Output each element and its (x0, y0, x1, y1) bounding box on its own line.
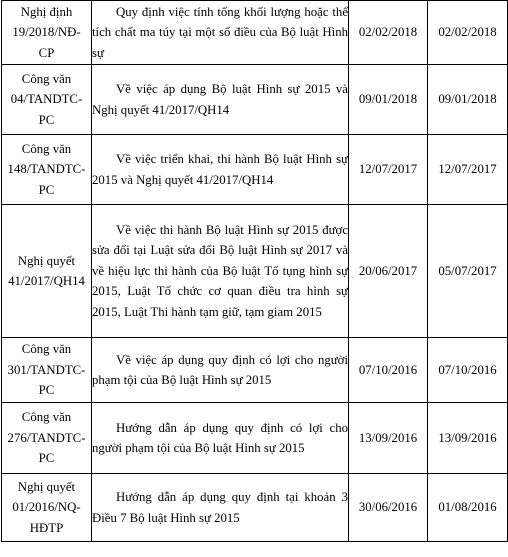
effective-date-cell: 01/08/2016 (428, 474, 508, 542)
document-number-line: HĐTP (29, 520, 64, 535)
document-number-line: Công văn (21, 141, 72, 156)
table-row (2, 403, 508, 474)
document-number-line: PC (38, 182, 55, 197)
document-summary-cell (92, 65, 349, 135)
document-number-line: Công văn (21, 410, 72, 425)
table-row (2, 474, 508, 542)
document-summary-cell (92, 338, 349, 403)
issued-date-cell: 09/01/2018 (349, 65, 428, 135)
document-summary: Về việc thi hành Bộ luật Hình sự 2015 được sửa đổi tại Luật sửa đổi Bộ luật Hình sự 2017 và về hiệu lực thi hành của Bộ luật Tố tụng hình sự 2015, Luật Tổ chức cơ quan điều tra hình sự 2015, Luật Thi hành tạm giữ, tạm giam 2015 (92, 222, 348, 319)
document-number-line: Nghị quyết (17, 479, 76, 494)
document-number-line: 04/TANDTC- (10, 92, 83, 107)
document-number-line: 01/2016/NQ- (12, 500, 81, 515)
issued-date-cell: 13/09/2016 (349, 403, 428, 474)
document-number-cell (2, 474, 92, 542)
document-number-line: 19/2018/NĐ- (12, 25, 81, 40)
document-number-line: PC (38, 451, 55, 466)
issued-date-cell: 20/06/2017 (349, 205, 428, 338)
document-number-line: PC (38, 383, 55, 398)
document-number-line: Công văn (21, 71, 72, 86)
issued-date-cell: 12/07/2017 (349, 135, 428, 205)
effective-date-cell: 09/01/2018 (428, 65, 508, 135)
document-summary: Quy định việc tính tổng khối lượng hoặc thể tích chất ma túy tại một số điều của Bộ luật Hình sự (92, 4, 348, 60)
document-number-line: Công văn (21, 342, 72, 357)
effective-date-cell: 13/09/2016 (428, 403, 508, 474)
document-summary-cell (92, 205, 349, 338)
effective-date-cell: 05/07/2017 (428, 205, 508, 338)
table-row (2, 65, 508, 135)
table-row (2, 338, 508, 403)
document-number-cell (2, 65, 92, 135)
document-summary: Về việc áp dụng quy định có lợi cho người phạm tội của Bộ luật Hình sự 2015 (92, 352, 348, 387)
document-number-cell (2, 135, 92, 205)
document-summary-cell (92, 1, 349, 65)
legal-documents-table (1, 0, 508, 542)
document-summary-cell (92, 474, 349, 542)
document-number-cell (2, 403, 92, 474)
document-number-line: 301/TANDTC- (7, 362, 86, 377)
document-number-cell (2, 205, 92, 338)
document-number-line: CP (38, 45, 55, 60)
table-row (2, 135, 508, 205)
document-summary: Về việc triển khai, thi hành Bộ luật Hình sự 2015 và Nghị quyết 41/2017/QH14 (92, 152, 348, 187)
document-summary: Hướng dẫn áp dụng quy định có lợi cho người phạm tội của Bộ luật Hình sự 2015 (92, 420, 348, 455)
document-number-line: 276/TANDTC- (7, 430, 86, 445)
document-summary: Về việc áp dụng Bộ luật Hình sự 2015 và Nghị quyết 41/2017/QH14 (92, 82, 348, 117)
table-row (2, 205, 508, 338)
effective-date-cell: 02/02/2018 (428, 1, 508, 65)
document-number-line: Nghị định (20, 4, 73, 19)
issued-date-cell: 07/10/2016 (349, 338, 428, 403)
issued-date-cell: 02/02/2018 (349, 1, 428, 65)
document-number-cell (2, 338, 92, 403)
document-number-line: PC (38, 112, 55, 127)
document-summary: Hướng dẫn áp dụng quy định tại khoản 3 Điều 7 Bộ luật Hình sự 2015 (92, 490, 348, 525)
document-number-line: 148/TANDTC- (7, 162, 86, 177)
document-number-cell (2, 1, 92, 65)
issued-date-cell: 30/06/2016 (349, 474, 428, 542)
document-number-line: 41/2017/QH14 (8, 274, 85, 288)
document-summary-cell (92, 135, 349, 205)
effective-date-cell: 07/10/2016 (428, 338, 508, 403)
table-row (2, 1, 508, 65)
document-summary-cell (92, 403, 349, 474)
effective-date-cell: 12/07/2017 (428, 135, 508, 205)
document-number-line: Nghị quyết (17, 253, 76, 268)
